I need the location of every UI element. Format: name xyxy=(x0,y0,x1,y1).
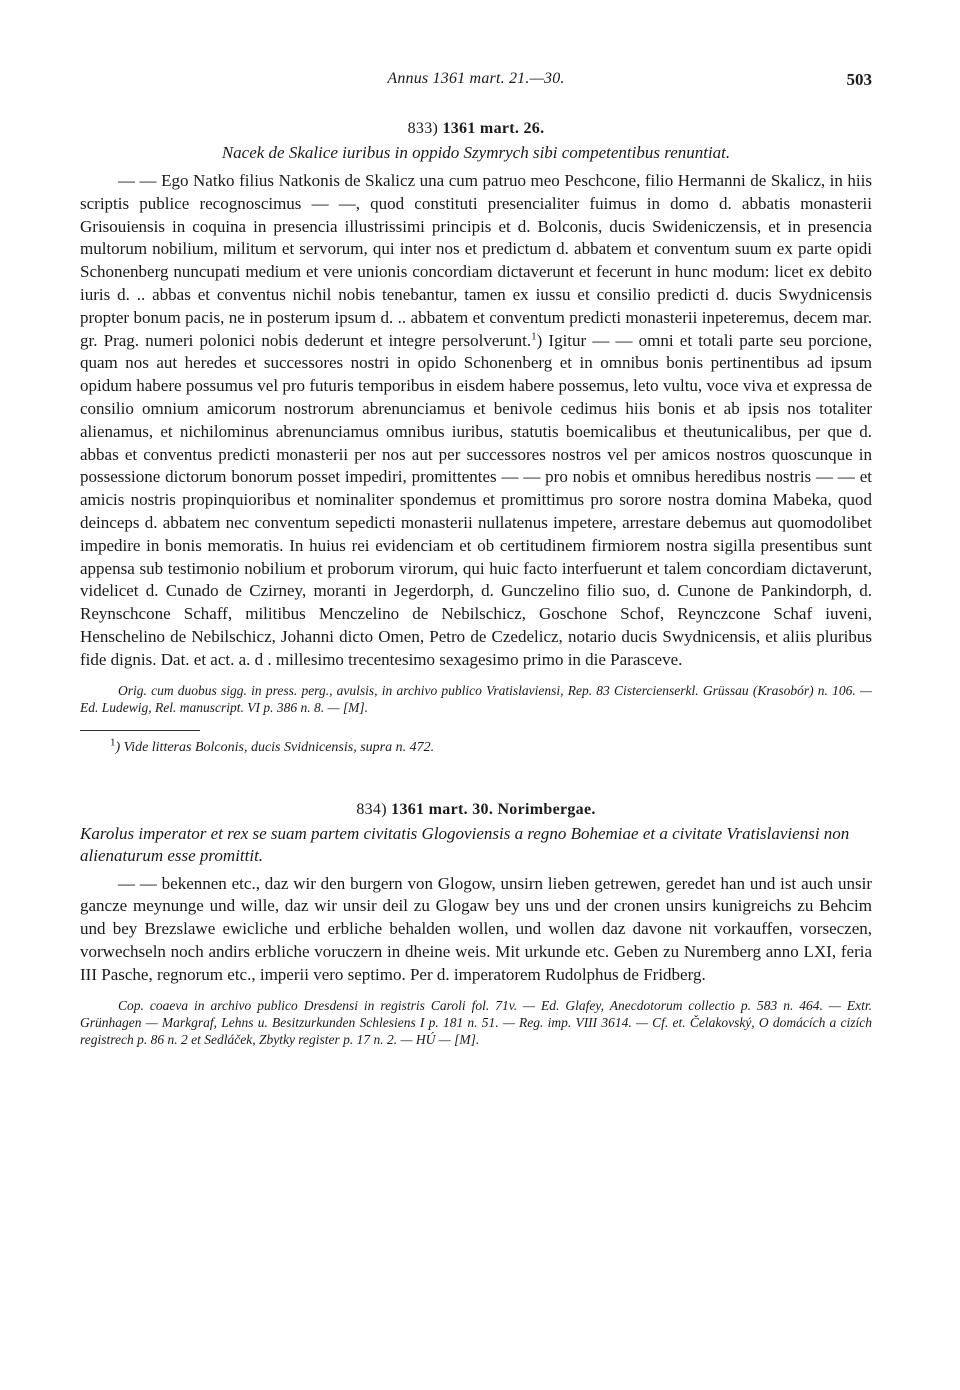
entry-place: Norimbergae. xyxy=(497,800,596,818)
entry-834 xyxy=(80,801,872,1048)
footnote-text: ) Vide litteras Bolconis, ducis Svidnicensis, supra n. 472. xyxy=(115,739,435,755)
entry-regest: Nacek de Skalice iuribus in oppido Szymrych sibi competentibus renuntiat. xyxy=(221,143,731,162)
entry-text: — — bekennen etc., daz wir den burgern von Glogow, unsirn lieben getrewen, geredet han und ist auch unsir gancze meynunge und wille, daz wir unsir deil zu Glogaw bey uns und der cronen unsirs kunigreichs zu Behcim und bey Brezslawe ewicliche und erbliche behalden wollen, und wollen daz davone nit vorkauffen, vorseczen, vorwechseln noch andirs erbliche voruczern in dheine weis. Mit urkunde etc. Geben zu Nuremberg anno LXI, feria III Pasche, regnorum etc., imperii vero septimo. Per d. imperatorem Rudolphus de Fridberg. xyxy=(80,873,872,984)
footnote xyxy=(80,735,872,757)
entry-number: 834) xyxy=(356,800,387,818)
footnote-marker: 1 xyxy=(110,735,116,748)
entry-date: 1361 mart. 26. xyxy=(442,120,545,137)
entry-heading xyxy=(80,120,872,138)
running-head xyxy=(80,70,872,98)
entry-heading xyxy=(80,801,872,819)
footnote-reference: 1 xyxy=(531,329,537,342)
entry-text-part-1: — — Ego Natko filius Natkonis de Skalicz una cum patruo meo Peschcone, filio Hermanni de Skalicz, in hiis scriptis publice recognoscimus — —, quod constituti presencialiter fuimus in domo d. abbatis monasterii Grisouiensis in coquina in presencia illustrissimi principis et d. Bolconis, ducis Swideniczensis, et in presencia multorum nobilium, militum et servorum, qui inter nos et predictum d. abbatem et conventum suum ex parte opidi Schonenberg nuncupati medium et vere unionis concordiam dictaverunt et fecerunt in hunc modum: licet ex debito iuris d. .. abbas et conventus nichil nobis tenebantur, tamen ex iussu et consilio predicti d. ducis Swydnicensis propter bonum pacis, ne in posterum ipsum d. .. abbatem et conventum predicti monasterii inpeteremus, decem mar. gr. Prag. numeri polonici nobis dederunt et integre persolverunt. xyxy=(80,171,872,350)
entry-regest: Karolus imperator et rex se suam partem civitatis Glogoviensis a regno Bohemiae et a civitate Vratislaviensi non alienaturum esse promittit. xyxy=(80,823,850,865)
page-number: 503 xyxy=(846,70,872,89)
entry-source: Orig. cum duobus sigg. in press. perg., avulsis, in archivo publico Vratislaviensi, Rep. 83 Cistercienserkl. Grüssau (Krasobór) n. 106. — Ed. Ludewig, Rel. manuscript. VI p. 386 n. 8. — [M]. xyxy=(80,682,872,715)
page xyxy=(80,70,872,1048)
footnote-divider xyxy=(80,730,200,731)
entry-text xyxy=(80,170,872,672)
entry-date: 1361 mart. 30. xyxy=(391,800,494,818)
entry-833 xyxy=(80,120,872,757)
entry-text-part-2: ) Igitur — — omni et totali parte seu porcione, quam nos aut heredes et successores nostri in opido Schonenberg et in omnibus bonis pertinentibus ad ipsum opidum habere possumus vel pro futuris temporibus in eisdem habere possemus, leto vultu, voce viva et expressa de consilio omnium amicorum nostrorum abrenunciamus et benivole cedimus hiis bonis et ab ipsis nos totaliter alienamus, et nichilominus abrenunciamus omnibus iuribus, statutis boemicalibus et theutunicalibus, per que d. abbas et conventus predicti monasterii per nos aut per successores nostros vel per amicos nostros quoscunque in possessione dictorum bonorum posset impediri, promittentes — — pro nobis et omnibus heredibus nostris — — et amicis nostris propinquioribus et nominaliter spondemus et promittimus pro sorore nostra domina Mabeka, quod deinceps d. abbatem nec conventum sepedicti monasterii nullatenus impetere, arrestare debemus aut quomodolibet impedire in bonis memoratis. In huius rei evidenciam et ob certitudinem firmiorem nostra sigilla presentibus sunt appensa sub testimonio nobilium et proborum virorum, qui huic facto interfuerunt et talem concordiam dictaverunt, videlicet d. Cunado de Czirney, moranti in Jegerdorph, d. Gunczelino filio suo, d. Cunone de Pankindorph, d. Reynschcone Schaff, militibus Menczelino de Nebilschicz, Goschone Schof, Reynczcone Schaf iuveni, Henschelino de Nebilschicz, Johanni dicto Omen, Petro de Czedelicz, notario ducis Swydnicensis, et aliis pluribus fide dignis. Dat. et act. a. d . millesimo trecentesimo sexagesimo primo in die Parasceve. xyxy=(80,330,872,669)
entry-number: 833) xyxy=(407,120,439,137)
entry-source: Cop. coaeva in archivo publico Dresdensi in registris Caroli fol. 71v. — Ed. Glafey, Anecdotorum collectio p. 583 n. 464. — Extr. Grünhagen — Markgraf, Lehns u. Besitzurkunden Schlesiens I p. 181 n. 51. — Reg. imp. VIII 3614. — Cf. et. Čelakovský, O domácích a cizích registrech p. 86 n. 2 et Sedláček, Zbytky register p. 17 n. 2. — HÚ — [M]. xyxy=(80,997,872,1047)
running-title: Annus 1361 mart. 21.—30. xyxy=(387,70,565,87)
